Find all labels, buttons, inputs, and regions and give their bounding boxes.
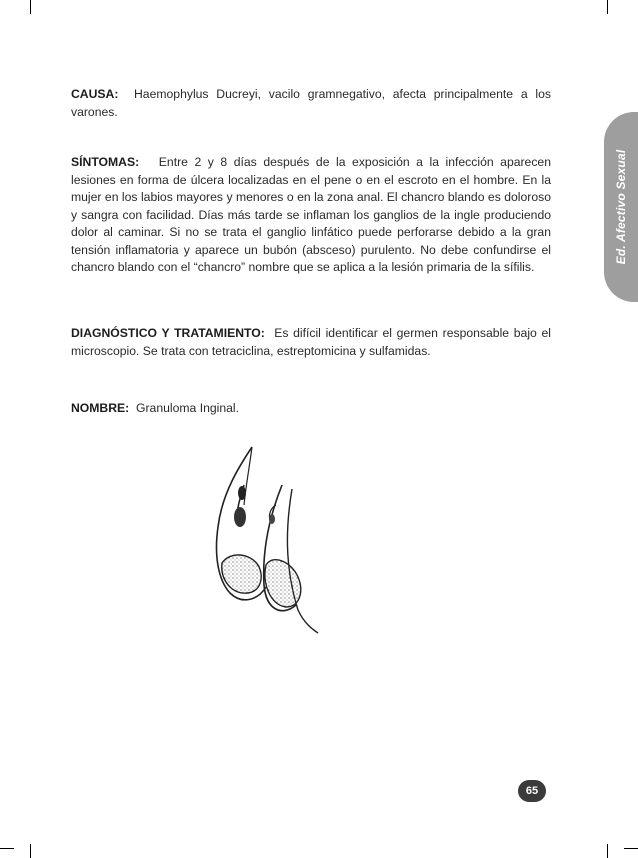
crop-mark [0, 848, 14, 849]
sintomas-paragraph [71, 154, 551, 277]
nombre-text: Granuloma Inginal. [136, 401, 239, 415]
sintomas-text: Entre 2 y 8 días después de la exposición a la infección aparecen lesiones en forma de úlcera localizadas en el pene o en el escroto en el hombre. En la mujer en los labios mayores y menores o en la zona anal. El chancro blando es doloroso y sangra con facilidad. Días más tarde se inflaman los ganglios de la ingle produciendo dolor al caminar. Si no se trata el ganglio linfático puede perforarse debido a la gran tensión inflamatoria y aparece un bubón (absceso) purulento. No debe confundirse el chancro blando con el “chancro” nombre que se aplica a la lesión primaria de la sífilis. [71, 155, 551, 274]
side-tab-label: Ed. Afectivo Sexual [614, 149, 628, 265]
causa-label: CAUSA: [71, 87, 119, 101]
crop-mark [30, 0, 31, 14]
diagnostico-text: Es difícil identificar el germen responsable bajo el microscopio. Se trata con tetraciclina, estreptomicina y sulfamidas. [71, 326, 551, 358]
crop-mark [607, 844, 608, 858]
nombre-paragraph [71, 400, 551, 418]
page-number: 65 [518, 780, 546, 802]
sintomas-label: SÍNTOMAS: [71, 155, 140, 169]
diagnostico-paragraph [71, 325, 551, 360]
anatomical-illustration [200, 445, 330, 635]
crop-mark [624, 848, 638, 849]
section-side-tab [604, 112, 638, 302]
causa-text: Haemophylus Ducreyi, vacilo gramnegativo, afecta principalmente a los varones. [71, 87, 551, 119]
causa-paragraph [71, 86, 551, 121]
diagnostico-label: DIAGNÓSTICO Y TRATAMIENTO: [71, 326, 265, 340]
crop-mark [607, 0, 608, 14]
nombre-label: NOMBRE: [71, 401, 130, 415]
crop-mark [30, 844, 31, 858]
